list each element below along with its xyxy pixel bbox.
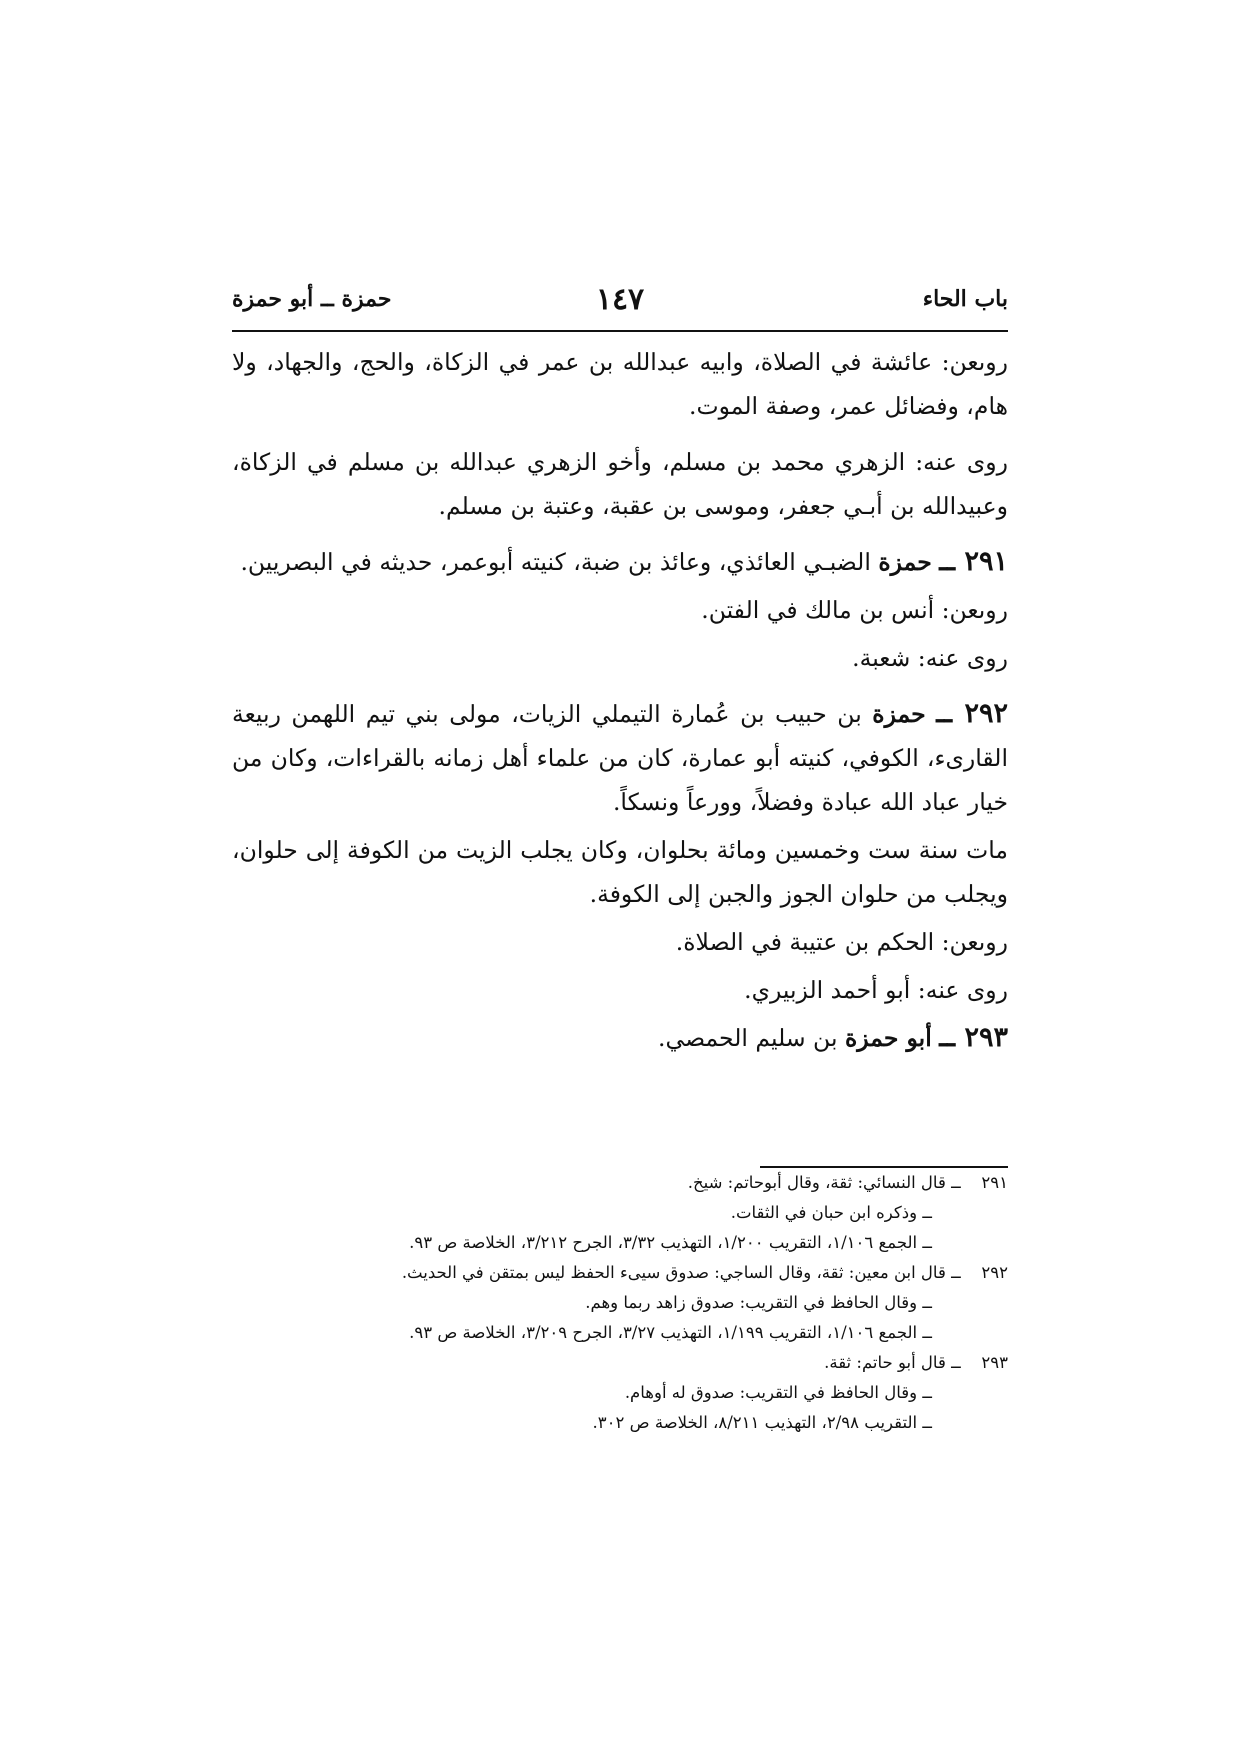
entry-number: ٢٩٣ ــ — [939, 1022, 1008, 1053]
footnote-292-line-3: ــ الجمع ١/١٠٦، التقريب ١/١٩٩، التهذيب ٣/٢٧، الجرح ٣/٢٠٩، الخلاصة ص ٩٣. — [409, 1323, 932, 1342]
footnote-293-line-2: ــ وقال الحافظ في التقريب: صدوق له أوهام. — [624, 1383, 932, 1402]
entry-291 — [232, 540, 1008, 584]
main-text — [232, 340, 1008, 1072]
footnote-number: ٢٩١ — [981, 1173, 1008, 1192]
entry-name: أبو حمزة — [844, 1024, 932, 1052]
entry-292-death: مات سنة ست وخمسين ومائة بحلوان، وكان يجلب الزيت من الكوفة إلى حلوان، ويجلب من حلوان الجوز والجبن إلى الكوفة. — [232, 836, 1008, 908]
footnote-291-line-2: ــ وذكره ابن حبان في الثقات. — [730, 1203, 932, 1222]
footnotes — [232, 1168, 1008, 1438]
entry-291-narrated-from: روىعن: أنس بن مالك في الفتن. — [701, 596, 1008, 624]
entry-293 — [232, 1016, 1008, 1060]
footnote-293-line-1 — [232, 1348, 1008, 1378]
narrated-by-paragraph: روى عنه: الزهري محمد بن مسلم، وأخو الزهري عبدالله بن مسلم في الزكاة، وعبيدالله بن أبـي جعفر، وموسى بن عقبة، وعتبة بن مسلم. — [232, 448, 1008, 520]
entry-name: حمزة — [878, 548, 932, 576]
footnote-text: ــ قال ابن معين: ثقة، وقال الساجي: صدوق سيىء الحفظ ليس بمتقن في الحديث. — [401, 1263, 961, 1282]
narrated-from-paragraph: روىعن: عائشة في الصلاة، وابيه عبدالله بن عمر في الزكاة، والحج، والجهاد، ولا هام، وفضائل عمر، وصفة الموت. — [232, 348, 1008, 420]
entry-292-narrated-by: روى عنه: أبو أحمد الزبيري. — [744, 976, 1008, 1004]
entry-292-narrated-from: روىعن: الحكم بن عتيبة في الصلاة. — [675, 928, 1008, 956]
entry-291-narrated-by: روى عنه: شعبة. — [852, 644, 1008, 672]
entry-292 — [232, 692, 1008, 824]
footnote-291-line-3: ــ الجمع ١/١٠٦، التقريب ١/٢٠٠، التهذيب ٣/٣٢، الجرح ٣/٢١٢، الخلاصة ص ٩٣. — [409, 1233, 932, 1252]
entry-name: حمزة — [872, 700, 926, 728]
entry-text: بن حبيب بن عُمارة التيملي الزيات، مولى بني تيم اللهمن ربيعة القارىء، الكوفي، كنيته أبو عمارة، كان من علماء أهل زمانه بالقراءات، وكان من خيار عباد الله عبادة وفضلاً، وورعاً ونسكاً. — [232, 700, 1008, 816]
footnote-291-line-1 — [232, 1168, 1008, 1198]
running-title: حمزة ــ أبو حمزة — [232, 286, 392, 312]
entry-text: الضبـي العائذي، وعائذ بن ضبة، كنيته أبوعمر، حديثه في البصريين. — [240, 548, 871, 576]
entry-text: بن سليم الحمصي. — [658, 1024, 838, 1052]
footnote-293-line-3: ــ التقريب ٢/٩٨، التهذيب ٨/٢١١، الخلاصة ص ٣٠٢. — [592, 1413, 932, 1432]
footnote-292-line-2: ــ وقال الحافظ في التقريب: صدوق زاهد ربما وهم. — [585, 1293, 932, 1312]
page-header — [232, 282, 1008, 332]
footnote-text: ــ قال النسائي: ثقة، وقال أبوحاتم: شيخ. — [687, 1173, 961, 1192]
footnote-number: ٢٩٢ — [981, 1263, 1008, 1282]
footnote-292-line-1 — [232, 1258, 1008, 1288]
entry-number: ٢٩١ ــ — [939, 546, 1008, 577]
page-number: ١٤٧ — [595, 282, 645, 317]
chapter-title: باب الحاء — [922, 286, 1008, 312]
footnote-text: ــ قال أبو حاتم: ثقة. — [824, 1353, 961, 1372]
entry-number: ٢٩٢ ــ — [936, 698, 1008, 729]
footnote-number: ٢٩٣ — [981, 1353, 1008, 1372]
